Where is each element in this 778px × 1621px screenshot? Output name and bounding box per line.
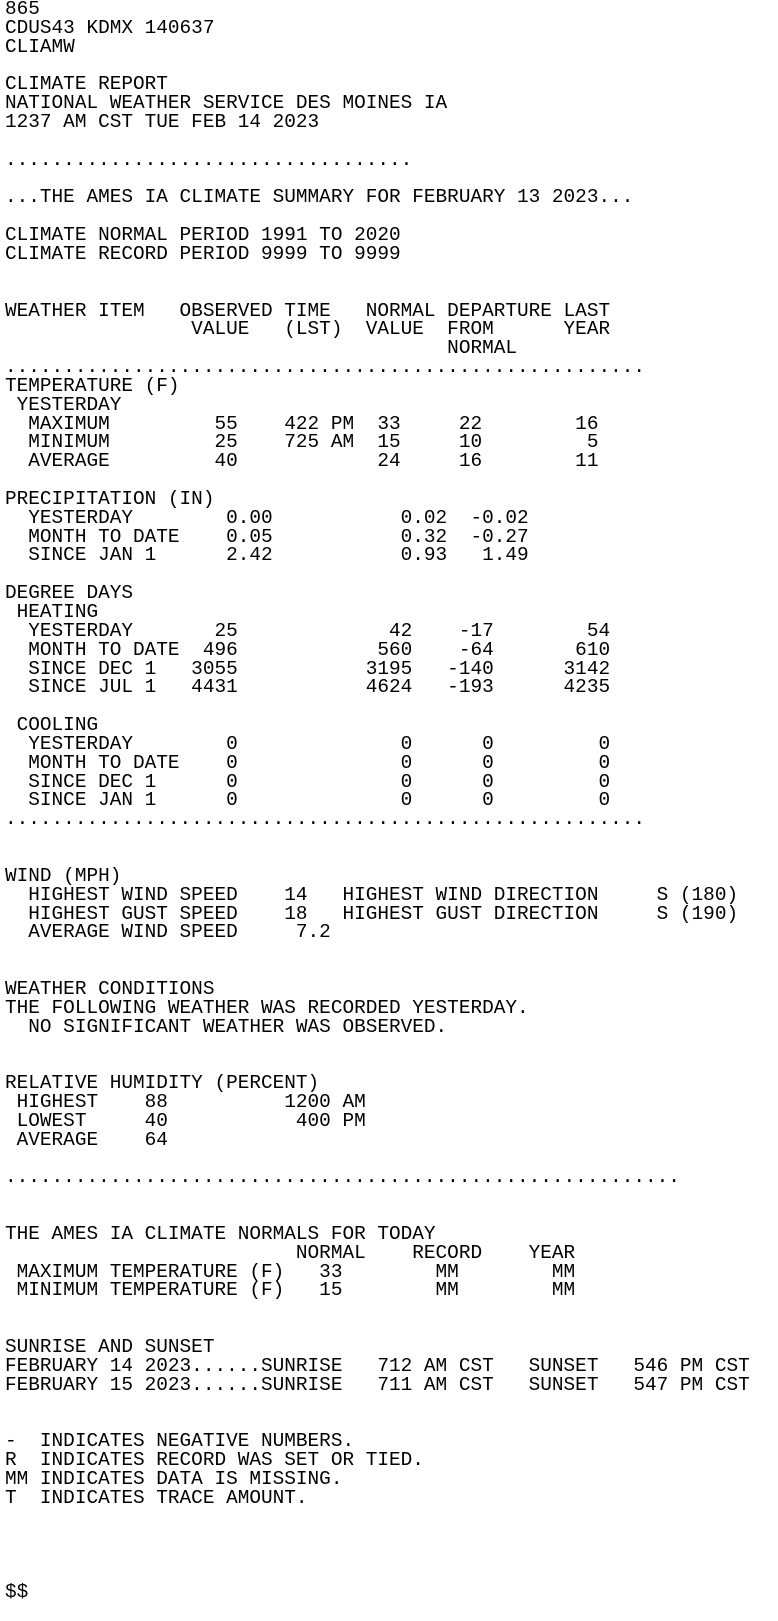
- report-line: NATIONAL WEATHER SERVICE DES MOINES IA: [5, 92, 448, 115]
- report-line: AVERAGE WIND SPEED 7.2: [5, 921, 331, 944]
- report-line: CLIMATE REPORT: [5, 73, 168, 96]
- report-line: [5, 1036, 750, 1055]
- report-line: [5, 1526, 750, 1545]
- report-line: CLIMATE NORMAL PERIOD 1991 TO 2020: [5, 224, 401, 247]
- report-line: ...................................: [5, 148, 413, 171]
- report-line: WIND (MPH): [5, 864, 122, 887]
- report-line: [5, 1394, 750, 1413]
- report-line: MONTH TO DATE 0.05 0.32 -0.27: [5, 525, 529, 548]
- report-line: HIGHEST 88 1200 AM: [5, 1090, 366, 1113]
- report-line: COOLING: [5, 714, 99, 737]
- report-line: .......................................................: [5, 356, 645, 379]
- report-line: NORMAL RECORD YEAR: [5, 1241, 576, 1264]
- report-line: WEATHER ITEM OBSERVED TIME NORMAL DEPARTURE LAST: [5, 299, 611, 322]
- report-line: T INDICATES TRACE AMOUNT.: [5, 1486, 308, 1509]
- report-line: [5, 942, 750, 961]
- report-line: LOWEST 40 400 PM: [5, 1109, 366, 1132]
- report-line: [5, 1564, 750, 1583]
- report-line: [5, 132, 750, 151]
- report-line: THE AMES IA CLIMATE NORMALS FOR TODAY: [5, 1222, 436, 1245]
- report-line: AVERAGE 40 24 16 11: [5, 450, 599, 473]
- report-line: TEMPERATURE (F): [5, 374, 180, 397]
- report-line: SINCE JUL 1 4431 4624 -193 4235: [5, 676, 611, 699]
- report-line: THE FOLLOWING WEATHER WAS RECORDED YESTERDAY.: [5, 996, 529, 1019]
- report-line: YESTERDAY 25 42 -17 54: [5, 619, 611, 642]
- report-line: YESTERDAY 0.00 0.02 -0.02: [5, 506, 529, 529]
- report-line: CLIMATE RECORD PERIOD 9999 TO 9999: [5, 242, 401, 265]
- report-line: ..........................................................: [5, 1166, 680, 1189]
- report-line: R INDICATES RECORD WAS SET OR TIED.: [5, 1448, 424, 1471]
- report-line: DEGREE DAYS: [5, 582, 133, 605]
- report-line: ...THE AMES IA CLIMATE SUMMARY FOR FEBRUARY 13 2023...: [5, 186, 634, 209]
- report-line: CLIAMW: [5, 35, 75, 58]
- report-line: [5, 848, 750, 867]
- report-line: YESTERDAY: [5, 393, 122, 416]
- report-line: SINCE DEC 1 0 0 0 0: [5, 770, 611, 793]
- report-line: MAXIMUM TEMPERATURE (F) 33 MM MM: [5, 1260, 576, 1283]
- report-line: FEBRUARY 14 2023......SUNRISE 712 AM CST SUNSET 546 PM CST: [5, 1354, 750, 1377]
- report-line: FEBRUARY 15 2023......SUNRISE 711 AM CST SUNSET 547 PM CST: [5, 1373, 750, 1396]
- report-line: RELATIVE HUMIDITY (PERCENT): [5, 1072, 320, 1095]
- report-line: HIGHEST WIND SPEED 14 HIGHEST WIND DIRECTION S (180): [5, 883, 739, 906]
- report-line: .......................................................: [5, 808, 645, 831]
- report-line: [5, 829, 750, 848]
- report-line: MAXIMUM 55 422 PM 33 22 16: [5, 412, 599, 435]
- report-line: $$: [5, 1580, 29, 1603]
- report-line: [5, 697, 750, 716]
- report-line: MINIMUM 25 725 AM 15 10 5: [5, 431, 599, 454]
- report-line: MONTH TO DATE 0 0 0 0: [5, 751, 611, 774]
- report-line: NO SIGNIFICANT WEATHER WAS OBSERVED.: [5, 1015, 448, 1038]
- report-line: MONTH TO DATE 496 560 -64 610: [5, 638, 611, 661]
- report-line: - INDICATES NEGATIVE NUMBERS.: [5, 1430, 355, 1453]
- climate-report-text: [5, 0, 750, 1602]
- report-line: SINCE DEC 1 3055 3195 -140 3142: [5, 657, 611, 680]
- report-line: PRECIPITATION (IN): [5, 487, 215, 510]
- report-line: [5, 264, 750, 283]
- report-line: SINCE JAN 1 0 0 0 0: [5, 789, 611, 812]
- report-line: HEATING: [5, 601, 99, 623]
- report-line: YESTERDAY 0 0 0 0: [5, 732, 611, 755]
- report-line: SINCE JAN 1 2.42 0.93 1.49: [5, 544, 529, 567]
- report-line: 1237 AM CST TUE FEB 14 2023: [5, 111, 320, 134]
- report-line: [5, 1508, 750, 1527]
- report-line: AVERAGE 64: [5, 1128, 168, 1151]
- report-line: WEATHER CONDITIONS: [5, 977, 215, 1000]
- report-line: [5, 283, 750, 302]
- report-line: [5, 1300, 750, 1319]
- report-line: HIGHEST GUST SPEED 18 HIGHEST GUST DIRECTION S (190): [5, 902, 739, 925]
- report-line: [5, 1545, 750, 1564]
- report-line: 865: [5, 0, 40, 20]
- report-line: SUNRISE AND SUNSET: [5, 1335, 215, 1358]
- report-line: CDUS43 KDMX 140637: [5, 16, 215, 39]
- report-line: MINIMUM TEMPERATURE (F) 15 MM MM: [5, 1279, 576, 1302]
- report-line: NORMAL: [5, 337, 517, 360]
- report-line: MM INDICATES DATA IS MISSING.: [5, 1467, 343, 1490]
- report-line: [5, 1187, 750, 1206]
- report-line: VALUE (LST) VALUE FROM YEAR: [5, 318, 611, 341]
